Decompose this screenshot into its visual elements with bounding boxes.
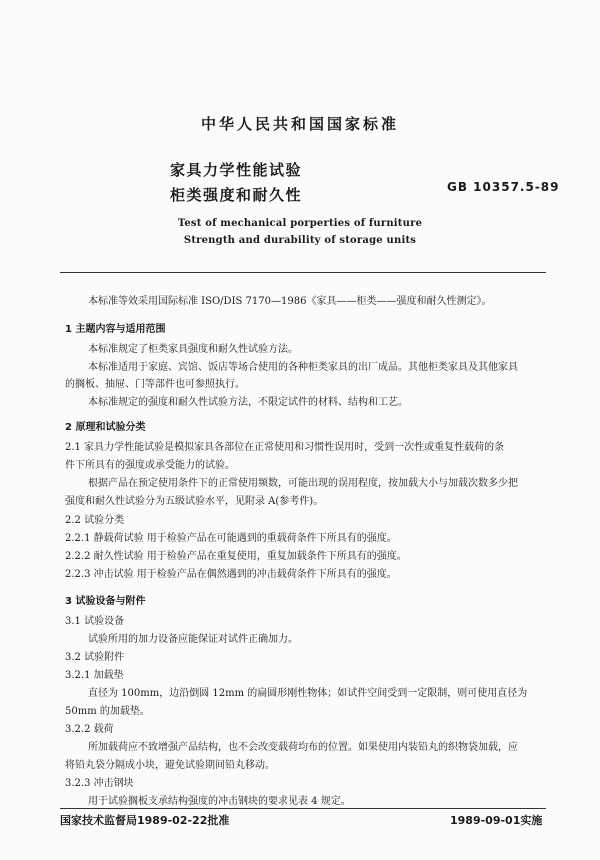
title-zh-line2: 柜类强度和耐久性	[170, 186, 303, 204]
title-en-line1: Test of mechanical porperties of furniture	[177, 218, 423, 229]
national-standard-heading: 中华人民共和国国家标准	[200, 115, 399, 133]
section3-2-2-heading: 3.2.2 载荷	[65, 724, 114, 735]
section3-2-2-pa: 所加载荷应不致增强产品结构，也不会改变载荷均布的位置。如果使用内装铅丸的织物袋加载，应	[88, 742, 518, 753]
section3-2-1-pb: 50mm 的加载垫。	[65, 706, 150, 717]
intro-paragraph: 本标准等效采用国际标准 ISO/DIS 7170—1986《家具——柜类——强度和耐久性测定》。	[88, 296, 492, 307]
section3-2-3-heading: 3.2.3 冲击钢块	[65, 778, 134, 789]
section2-2-1: 2.2.1 静载荷试验 用于检验产品在可能遇到的重载荷条件下所具有的强度。	[65, 533, 397, 544]
section2-2-heading: 2.2 试验分类	[65, 515, 125, 526]
effective-date: 1989-09-01实施	[450, 814, 543, 827]
section3-2-3-paragraph: 用于试验搁板支承结构强度的冲击钢块的要求见表 4 规定。	[88, 796, 351, 807]
section2-heading: 2 原理和试验分类	[65, 422, 146, 433]
section2-p22b: 强度和耐久性试验分为五级试验水平，见附录 A(参考件)。	[65, 496, 324, 507]
section1-p2a: 本标准适用于家庭、宾馆、饭店等场合使用的各种柜类家具的出厂成品。其他柜类家具及其他家具	[88, 362, 518, 373]
section3-2-2-pb: 将铅丸袋分隔成小块，避免试验期间铅丸移动。	[65, 760, 275, 771]
section3-2-1-heading: 3.2.1 加载垫	[65, 670, 124, 681]
title-en-block	[0, 215, 600, 249]
section1-p2b: 的搁板、抽屉、门等部件也可参照执行。	[65, 379, 245, 390]
section2-p21b: 件下所具有的强度或承受能力的试验。	[65, 460, 235, 471]
section2-2-3: 2.2.3 冲击试验 用于检验产品在偶然遇到的冲击载荷条件下所具有的强度。	[65, 569, 397, 580]
title-zh-line1: 家具力学性能试验	[170, 161, 303, 179]
section1-p3: 本标准规定的强度和耐久性试验方法，不限定试件的材料、结构和工艺。	[88, 397, 408, 408]
section2-2-2: 2.2.2 耐久性试验 用于检验产品在重复使用，重复加载条件下所具有的强度。	[65, 551, 407, 562]
section3-1-paragraph: 试验所用的加力设备应能保证对试件正确加力。	[88, 634, 298, 645]
section3-2-1-pa: 直径为 100mm，边沿倒圆 12mm 的扁圆形刚性物体；如试件空间受到一定限制，则可使用直径为	[88, 688, 528, 699]
footer-divider	[60, 808, 546, 809]
section2-p22a: 根据产品在预定使用条件下的正常使用频数，可能出现的误用程度，按加载大小与加载次数多少把	[88, 478, 518, 489]
header-divider	[60, 272, 546, 273]
section1-p1: 本标准规定了柜类家具强度和耐久性试验方法。	[88, 344, 298, 355]
section3-heading: 3 试验设备与附件	[65, 596, 146, 607]
approval-date: 国家技术监督局1989-02-22批准	[60, 814, 230, 827]
title-en-line2: Strength and durability of storage units	[183, 235, 417, 246]
title-zh-block	[170, 158, 302, 208]
section3-2-heading: 3.2 试验附件	[65, 652, 125, 663]
standard-number: GB 10357.5-89	[447, 180, 560, 194]
section3-1-heading: 3.1 试验设备	[65, 616, 125, 627]
section2-p21a: 2.1 家具力学性能试验是模拟家具各部位在正常使用和习惯性误用时，受到一次性或重复性载荷的条	[65, 442, 505, 453]
section1-heading: 1 主题内容与适用范围	[65, 324, 166, 335]
